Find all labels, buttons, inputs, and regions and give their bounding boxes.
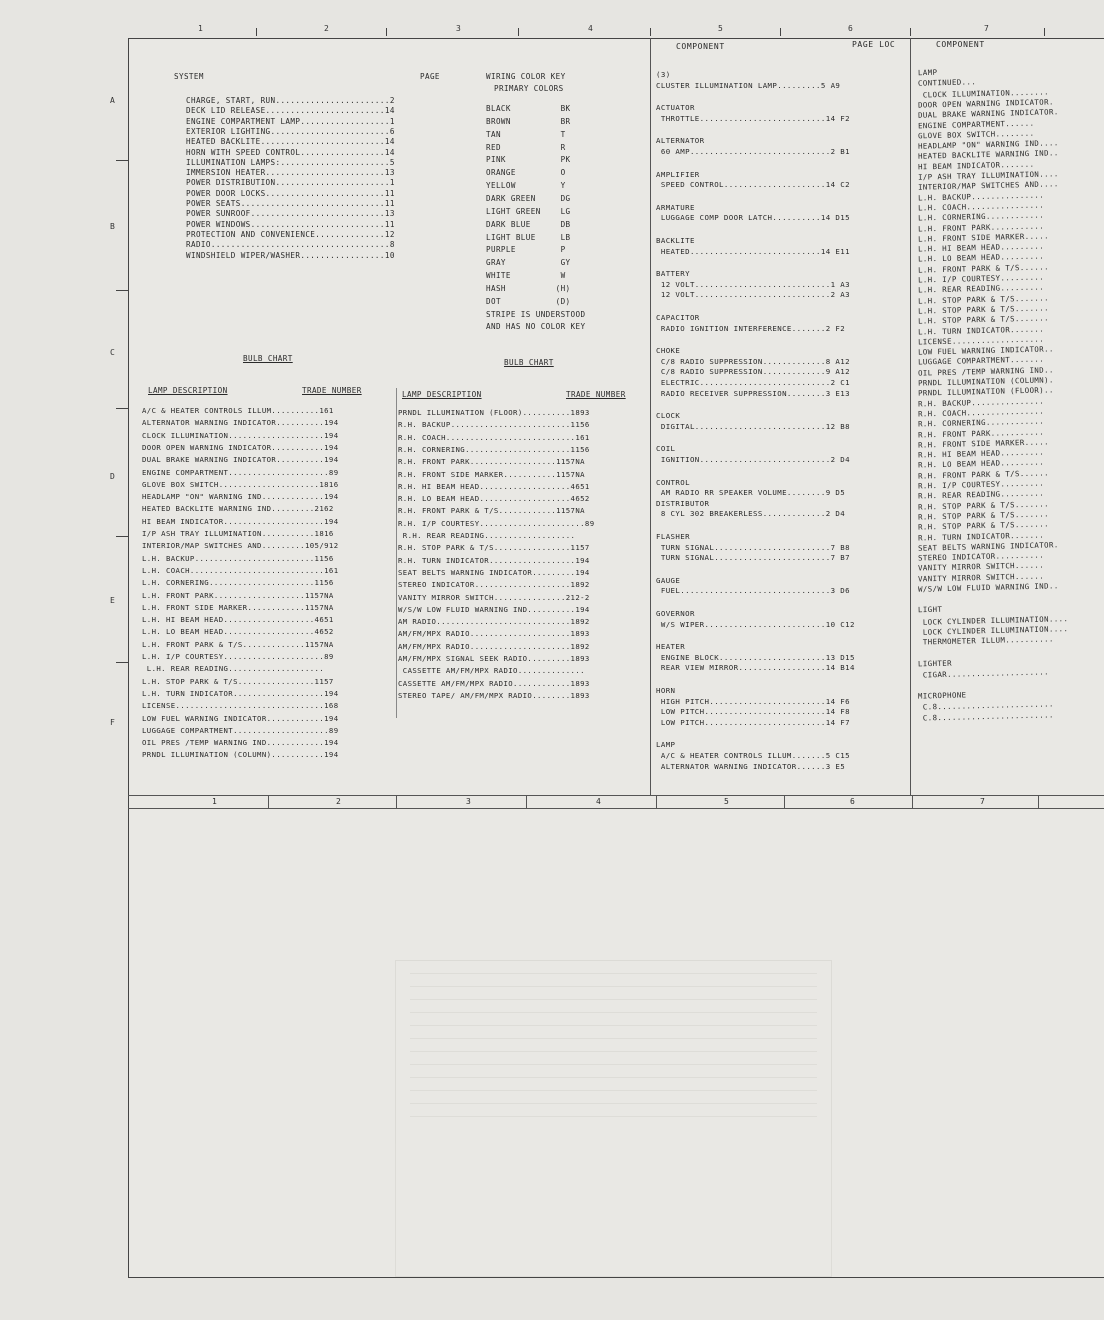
top-grid-ruler [128, 24, 1104, 36]
component-row: LOCK CYLINDER ILLUMINATION.... [918, 613, 1069, 627]
component-row: SEAT BELTS WARNING INDICATOR. [918, 540, 1059, 553]
bulb-chart-row: R.H. REAR READING................... [398, 531, 576, 540]
component-row: CLOCK [656, 411, 681, 421]
component-row: HEATER [656, 642, 686, 652]
component-row: PRNDL ILLUMINATION (FLOOR).. [918, 385, 1054, 398]
ruler-number: 7 [984, 24, 989, 33]
ruler-number: 7 [980, 797, 985, 806]
bulb-chart-row: AM/FM/MPX SIGNAL SEEK RADIO.........1893 [398, 654, 590, 663]
bulb-chart-row: I/P ASH TRAY ILLUMINATION...........1816 [142, 529, 334, 538]
side-letter: F [110, 718, 115, 727]
component-row: CAPACITOR [656, 313, 700, 322]
component-row: L.H. FRONT SIDE MARKER..... [918, 231, 1050, 244]
component-row: GOVERNOR [656, 609, 695, 618]
bulb-chart-row: LOW FUEL WARNING INDICATOR............194 [142, 713, 339, 723]
component-row: ENGINE BLOCK......................13 D15 [656, 652, 855, 662]
ruler-tick [268, 796, 269, 808]
component-row: CONTINUED... [918, 77, 977, 89]
component-row: R.H. CORNERING............ [918, 416, 1045, 429]
bulb-chart-row: L.H. FRONT PARK...................1157NA [142, 590, 334, 600]
system-index-row: HORN WITH SPEED CONTROL.................14 [186, 147, 395, 157]
component-row: R.H. STOP PARK & T/S....... [918, 509, 1050, 522]
column-divider [396, 388, 397, 718]
component-row: R.H. STOP PARK & T/S....... [918, 498, 1050, 512]
system-index-row: ILLUMINATION LAMPS:......................5 [186, 157, 395, 167]
bulb-chart-row: CASSETTE AM/FM/MPX RADIO.............. [398, 666, 585, 676]
component-row: R.H. TURN INDICATOR....... [918, 529, 1045, 543]
ruler-tick [784, 796, 785, 808]
component-row: HEADLAMP "ON" WARNING IND.... [918, 138, 1059, 151]
ruler-tick [256, 28, 257, 36]
component-row: CHOKE [656, 346, 681, 356]
component-row: FLASHER [656, 532, 690, 541]
component-row: A/C & HEATER CONTROLS ILLUM.......5 C15 [656, 751, 850, 760]
bulb-chart-row: W/S/W LOW FLUID WARNING IND..........194 [398, 604, 590, 614]
bulb-chart-row: R.H. COACH...........................161 [398, 432, 590, 442]
bulb-chart-row: HI BEAM INDICATOR.....................194 [142, 516, 339, 526]
page-header: PAGE [420, 72, 440, 81]
component-row: R.H. LO BEAM HEAD......... [918, 457, 1045, 470]
bulb-chart-row: R.H. STOP PARK & T/S................1157 [398, 543, 590, 553]
component-row: L.H. CORNERING............ [918, 210, 1045, 223]
component-row: ACTUATOR [656, 103, 695, 113]
bulb-chart-row: L.H. REAR READING.................... [142, 664, 325, 674]
side-letter: A [110, 96, 115, 105]
ruler-tick [396, 796, 397, 808]
side-letter: C [110, 348, 115, 357]
bulb-chart-row: R.H. HI BEAM HEAD...................4651 [398, 481, 590, 491]
side-tick [116, 160, 128, 161]
component-row: L.H. REAR READING......... [918, 282, 1045, 295]
bulb-chart-row: R.H. FRONT PARK..................1157NA [398, 457, 585, 467]
component-row: BATTERY [656, 269, 690, 279]
color-key-row: HASH (H) [486, 283, 571, 293]
system-index-row: HEATED BACKLITE.........................14 [186, 137, 395, 147]
component-row: FUEL...............................3 D6 [656, 586, 850, 596]
component-row: ALTERNATOR WARNING INDICATOR......3 E5 [656, 761, 846, 771]
system-index-row: CHARGE, START, RUN.......................2 [186, 96, 395, 105]
system-index-row: ENGINE COMPARTMENT LAMP..................1 [186, 116, 395, 126]
component-row: CONTROL [656, 477, 690, 487]
component-row: C.8........................ [918, 710, 1054, 723]
side-tick [116, 662, 128, 663]
component-row: TURN SIGNAL........................7 B8 [656, 542, 850, 552]
bulb-chart-row: L.H. COACH............................161 [142, 565, 339, 575]
component-row: LOW FUEL WARNING INDICATOR.. [918, 344, 1054, 357]
color-key-row: STRIPE IS UNDERSTOOD [486, 309, 586, 319]
component-row: 12 VOLT............................2 A3 [656, 290, 850, 300]
color-key-row: RED R [486, 142, 566, 152]
bulb-chart-row: R.H. FRONT SIDE MARKER...........1157NA [398, 469, 585, 479]
bulb-chart-row: PRNDL ILLUMINATION (COLUMN)...........194 [142, 750, 339, 760]
component-row: CIGAR..................... [918, 667, 1050, 680]
component-row: W/S WIPER.........................10 C12 [656, 619, 855, 629]
system-index-row: POWER WINDOWS...........................11 [186, 219, 395, 229]
ruler-number: 3 [466, 797, 471, 806]
ruler-number: 1 [212, 797, 217, 806]
component-row: 8 CYL 302 BREAKERLESS.............2 D4 [656, 509, 846, 519]
component-row: ENGINE COMPARTMENT...... [918, 118, 1035, 130]
bulb-chart-row: AM RADIO............................1892 [398, 617, 590, 627]
component-row: LIGHTER [918, 658, 953, 668]
component-row: CLUSTER ILLUMINATION LAMP.........5 A9 [656, 80, 841, 90]
ruler-number: 4 [588, 24, 593, 33]
component-row: (3) [656, 70, 671, 79]
side-tick [116, 408, 128, 409]
color-key-row: DOT (D) [486, 296, 571, 306]
ruler-number: 4 [596, 797, 601, 806]
system-index-row: POWER DISTRIBUTION.......................1 [186, 178, 395, 188]
component-row: DISTRIBUTOR [656, 498, 710, 508]
side-letter: B [110, 222, 115, 231]
color-key-row: LIGHT GREEN LG [486, 206, 571, 216]
bulb-chart-row: R.H. I/P COURTESY......................89 [398, 518, 595, 528]
component-row: RADIO RECEIVER SUPPRESSION........3 E13 [656, 388, 850, 398]
component-row: 60 AMP.............................2 B1 [656, 147, 850, 156]
component-row: R.H. I/P COURTESY......... [918, 478, 1045, 491]
component-row: W/S/W LOW FLUID WARNING IND.. [918, 581, 1059, 594]
bulb-chart-row: L.H. STOP PARK & T/S................1157 [142, 676, 334, 686]
ruler-number: 1 [198, 24, 203, 33]
component-row: HEATED...........................14 E11 [656, 246, 850, 256]
component-row: R.H. REAR READING......... [918, 488, 1045, 501]
column-divider [910, 38, 911, 795]
color-key-row: LIGHT BLUE LB [486, 232, 571, 242]
ruler-number: 3 [456, 24, 461, 33]
component-row: PRNDL ILLUMINATION (COLUMN). [918, 375, 1054, 388]
component-row: HIGH PITCH........................14 F6 [656, 696, 850, 706]
bulb-chart-row: L.H. FRONT SIDE MARKER............1157NA [142, 602, 334, 612]
system-header: SYSTEM [174, 72, 204, 81]
component-row: L.H. STOP PARK & T/S....... [918, 292, 1050, 306]
reverse-page-show-through [395, 960, 832, 1277]
ruler-number: 6 [850, 797, 855, 806]
component-row: ARMATURE [656, 202, 695, 212]
wiring-color-key-title: WIRING COLOR KEY [486, 72, 566, 81]
ruler-tick [1044, 28, 1045, 36]
component-row: L.H. LO BEAM HEAD......... [918, 251, 1045, 264]
component-row: VANITY MIRROR SWITCH...... [918, 571, 1045, 584]
color-key-row: BLACK BK [486, 104, 571, 113]
system-index-row: EXTERIOR LIGHTING........................6 [186, 126, 395, 136]
component-header: COMPONENT [676, 42, 725, 51]
bulb-chart-row: AM/FM/MPX RADIO.....................1892 [398, 641, 590, 651]
ruler-tick [386, 28, 387, 36]
bulb-chart-row: R.H. LO BEAM HEAD...................4652 [398, 494, 590, 504]
color-key-row: DARK BLUE DB [486, 219, 571, 229]
bulb-chart-title: BULB CHART [243, 354, 293, 363]
component-row: IGNITION...........................2 D4 [656, 455, 850, 464]
component-row: I/P ASH TRAY ILLUMINATION.... [918, 169, 1059, 182]
component-row: TURN SIGNAL........................7 B7 [656, 553, 850, 563]
page-loc-header: PAGE LOC [852, 40, 896, 49]
bulb-chart-row: ENGINE COMPARTMENT.....................89 [142, 467, 339, 477]
color-key-row: DARK GREEN DG [486, 193, 571, 203]
component-header-right: COMPONENT [936, 40, 985, 49]
bulb-chart-row: OIL PRES /TEMP WARNING IND............194 [142, 738, 339, 748]
component-row: LIGHT [918, 605, 943, 615]
component-row: R.H. FRONT SIDE MARKER..... [918, 437, 1050, 450]
bulb-chart-row: R.H. FRONT PARK & T/S............1157NA [398, 506, 585, 516]
color-key-row: BROWN BR [486, 116, 571, 126]
component-row: HORN [656, 686, 676, 695]
ruler-tick [780, 28, 781, 36]
component-row: 12 VOLT............................1 A3 [656, 279, 850, 289]
ruler-number: 5 [718, 24, 723, 33]
ruler-tick [526, 796, 527, 808]
component-row: L.H. FRONT PARK & T/S...... [918, 262, 1050, 275]
component-row: VANITY MIRROR SWITCH...... [918, 560, 1045, 573]
ruler-number: 2 [324, 24, 329, 33]
bulb-chart-row: DOOR OPEN WARNING INDICATOR...........194 [142, 442, 339, 452]
component-row: COIL [656, 444, 676, 454]
component-row: BACKLITE [656, 236, 695, 245]
ruler-number: 2 [336, 797, 341, 806]
side-tick [116, 536, 128, 537]
bulb-chart-row: STEREO INDICATOR....................1892 [398, 580, 590, 590]
component-row: DOOR OPEN WARNING INDICATOR. [918, 97, 1054, 110]
component-row: MICROPHONE [918, 690, 967, 701]
system-index-row: RADIO....................................8 [186, 240, 395, 250]
component-row: L.H. STOP PARK & T/S....... [918, 313, 1050, 326]
side-tick [116, 290, 128, 291]
component-row: REAR VIEW MIRROR..................14 B14 [656, 663, 855, 673]
component-index-continued [918, 68, 1104, 768]
bulb-chart-row: HEADLAMP "ON" WARNING IND.............194 [142, 492, 339, 502]
bulb-chart-row: R.H. BACKUP.........................1156 [398, 420, 590, 430]
ruler-tick [650, 28, 651, 36]
column-divider [650, 38, 651, 795]
component-row: L.H. STOP PARK & T/S....... [918, 303, 1050, 316]
ruler-tick [910, 28, 911, 36]
bottom-grid-ruler [128, 795, 1104, 809]
bulb-chart-row: GLOVE BOX SWITCH.....................1816 [142, 479, 339, 489]
bulb-chart-row: INTERIOR/MAP SWITCHES AND.........105/912 [142, 541, 339, 551]
system-index-row: WINDSHIELD WIPER/WASHER.................10 [186, 250, 395, 260]
system-index-row: POWER DOOR LOCKS........................11 [186, 188, 395, 198]
component-row: STEREO INDICATOR.......... [918, 550, 1045, 563]
bulb-chart-row: PRNDL ILLUMINATION (FLOOR)..........1893 [398, 408, 590, 417]
ruler-tick [1038, 796, 1039, 808]
component-row: LOW PITCH.........................14 F7 [656, 717, 850, 727]
bulb-chart-row: R.H. TURN INDICATOR..................194 [398, 555, 590, 565]
side-letter: D [110, 472, 115, 481]
component-row: ELECTRIC...........................2 C1 [656, 378, 850, 387]
component-row: OIL PRES /TEMP WARNING IND.. [918, 365, 1054, 378]
component-row: GAUGE [656, 575, 681, 585]
component-row: DUAL BRAKE WARNING INDICATOR. [918, 107, 1059, 120]
ruler-tick [656, 796, 657, 808]
ruler-tick [912, 796, 913, 808]
component-row: CLOCK ILLUMINATION........ [918, 86, 1050, 100]
lamp-description-header: LAMP DESCRIPTION [148, 386, 228, 395]
bulb-chart-row: L.H. I/P COURTESY.....................89 [142, 652, 334, 661]
bulb-chart-row: AM/FM/MPX RADIO.....................1893 [398, 629, 590, 639]
component-row: LOCK CYLINDER ILLUMINATION.... [918, 624, 1069, 637]
bulb-chart-row: L.H. HI BEAM HEAD...................4651 [142, 615, 334, 625]
system-index-row: POWER SEATS.............................11 [186, 199, 395, 208]
component-row: R.H. BACKUP............... [918, 396, 1045, 409]
color-key-row: AND HAS NO COLOR KEY [486, 322, 586, 332]
primary-colors-title: PRIMARY COLORS [494, 84, 564, 93]
component-row: DIGITAL...........................12 B8 [656, 421, 850, 431]
bulb-chart-row: L.H. CORNERING......................1156 [142, 578, 334, 588]
bulb-chart-row: LUGGAGE COMPARTMENT....................89 [142, 725, 339, 735]
color-key-row: YELLOW Y [486, 181, 566, 191]
component-row: R.H. STOP PARK & T/S....... [918, 519, 1050, 532]
bulb-chart-row: L.H. BACKUP.........................1156 [142, 553, 334, 563]
bulb-chart-row: SEAT BELTS WARNING INDICATOR.........194 [398, 567, 590, 577]
component-row: LAMP [656, 740, 676, 750]
component-row: AM RADIO RR SPEAKER VOLUME........9 D5 [656, 488, 846, 498]
component-row: HEATED BACKLITE WARNING IND.. [918, 148, 1059, 162]
component-row: RADIO IGNITION INTERFERENCE.......2 F2 [656, 323, 846, 333]
color-key-row: GRAY GY [486, 258, 571, 268]
system-index-row: DECK LID RELEASE........................14 [186, 106, 395, 116]
bulb-chart-row: ALTERNATOR WARNING INDICATOR..........194 [142, 418, 339, 428]
bulb-chart-row: CLOCK ILLUMINATION....................194 [142, 430, 339, 440]
bulb-chart-row: LICENSE...............................168 [142, 701, 339, 711]
component-row: L.H. TURN INDICATOR....... [918, 323, 1045, 337]
bulb-chart-title: BULB CHART [504, 358, 554, 367]
color-key-row: ORANGE O [486, 168, 566, 178]
component-row: LOW PITCH.........................14 F8 [656, 707, 850, 717]
system-index-row: IMMERSION HEATER........................13 [186, 168, 395, 178]
bulb-chart-row: L.H. FRONT PARK & T/S.............1157NA [142, 639, 334, 649]
ruler-number: 5 [724, 797, 729, 806]
bulb-chart-row: L.H. TURN INDICATOR...................194 [142, 688, 339, 698]
color-key-row: PURPLE P [486, 245, 566, 255]
component-row: ALTERNATOR [656, 136, 705, 146]
component-row: SPEED CONTROL.....................14 C2 [656, 180, 850, 190]
component-row: LUGGAGE COMP DOOR LATCH..........14 D15 [656, 213, 850, 223]
component-row: LUGGAGE COMPARTMENT....... [918, 354, 1045, 367]
component-row: L.H. HI BEAM HEAD......... [918, 241, 1045, 254]
color-key-row: WHITE W [486, 271, 566, 281]
component-row: THERMOMETER ILLUM.......... [918, 634, 1054, 647]
bulb-chart-row: HEATED BACKLITE WARNING IND.........2162 [142, 504, 334, 514]
system-index-row: POWER SUNROOF...........................13 [186, 209, 395, 219]
bulb-chart-row: DUAL BRAKE WARNING INDICATOR..........194 [142, 455, 339, 465]
ruler-number: 6 [848, 24, 853, 33]
component-row: L.H. BACKUP............... [918, 190, 1045, 203]
component-row: AMPLIFIER [656, 169, 700, 179]
component-row: R.H. FRONT PARK & T/S...... [918, 468, 1050, 481]
bulb-chart-row: CASSETTE AM/FM/MPX RADIO............1893 [398, 678, 590, 688]
component-row: INTERIOR/MAP SWITCHES AND.... [918, 179, 1059, 193]
component-row: R.H. COACH................ [918, 406, 1045, 419]
lamp-description-header: LAMP DESCRIPTION [402, 390, 482, 399]
component-row: C.8........................ [918, 699, 1054, 713]
component-row: LICENSE................... [918, 334, 1045, 347]
side-letter: E [110, 596, 115, 605]
component-row: L.H. COACH................ [918, 200, 1045, 213]
system-index-row: PROTECTION AND CONVENIENCE..............12 [186, 229, 395, 239]
component-row: THROTTLE..........................14 F2 [656, 113, 850, 123]
ruler-tick [518, 28, 519, 36]
component-row: C/8 RADIO SUPPRESSION.............9 A12 [656, 367, 850, 377]
bulb-chart-row: A/C & HEATER CONTROLS ILLUM..........161 [142, 406, 334, 415]
trade-number-header: TRADE NUMBER [302, 386, 362, 395]
component-row: C/8 RADIO SUPPRESSION.............8 A12 [656, 356, 850, 366]
color-key-row: PINK PK [486, 155, 571, 165]
trade-number-header: TRADE NUMBER [566, 390, 626, 399]
bulb-chart-row: R.H. CORNERING......................1156 [398, 444, 590, 454]
component-row: L.H. I/P COURTESY......... [918, 272, 1045, 285]
component-row: R.H. FRONT PARK........... [918, 426, 1045, 440]
bulb-chart-row: STEREO TAPE/ AM/FM/MPX RADIO........1893 [398, 690, 590, 700]
component-row: LAMP [918, 68, 938, 78]
component-row: R.H. HI BEAM HEAD......... [918, 447, 1045, 460]
component-row: HI BEAM INDICATOR....... [918, 159, 1035, 172]
component-row: L.H. FRONT PARK........... [918, 220, 1045, 234]
bulb-chart-row: L.H. LO BEAM HEAD...................4652 [142, 627, 334, 637]
color-key-row: TAN T [486, 129, 566, 139]
bulb-chart-row: VANITY MIRROR SWITCH...............212-2 [398, 592, 590, 602]
component-row: GLOVE BOX SWITCH........ [918, 128, 1035, 141]
